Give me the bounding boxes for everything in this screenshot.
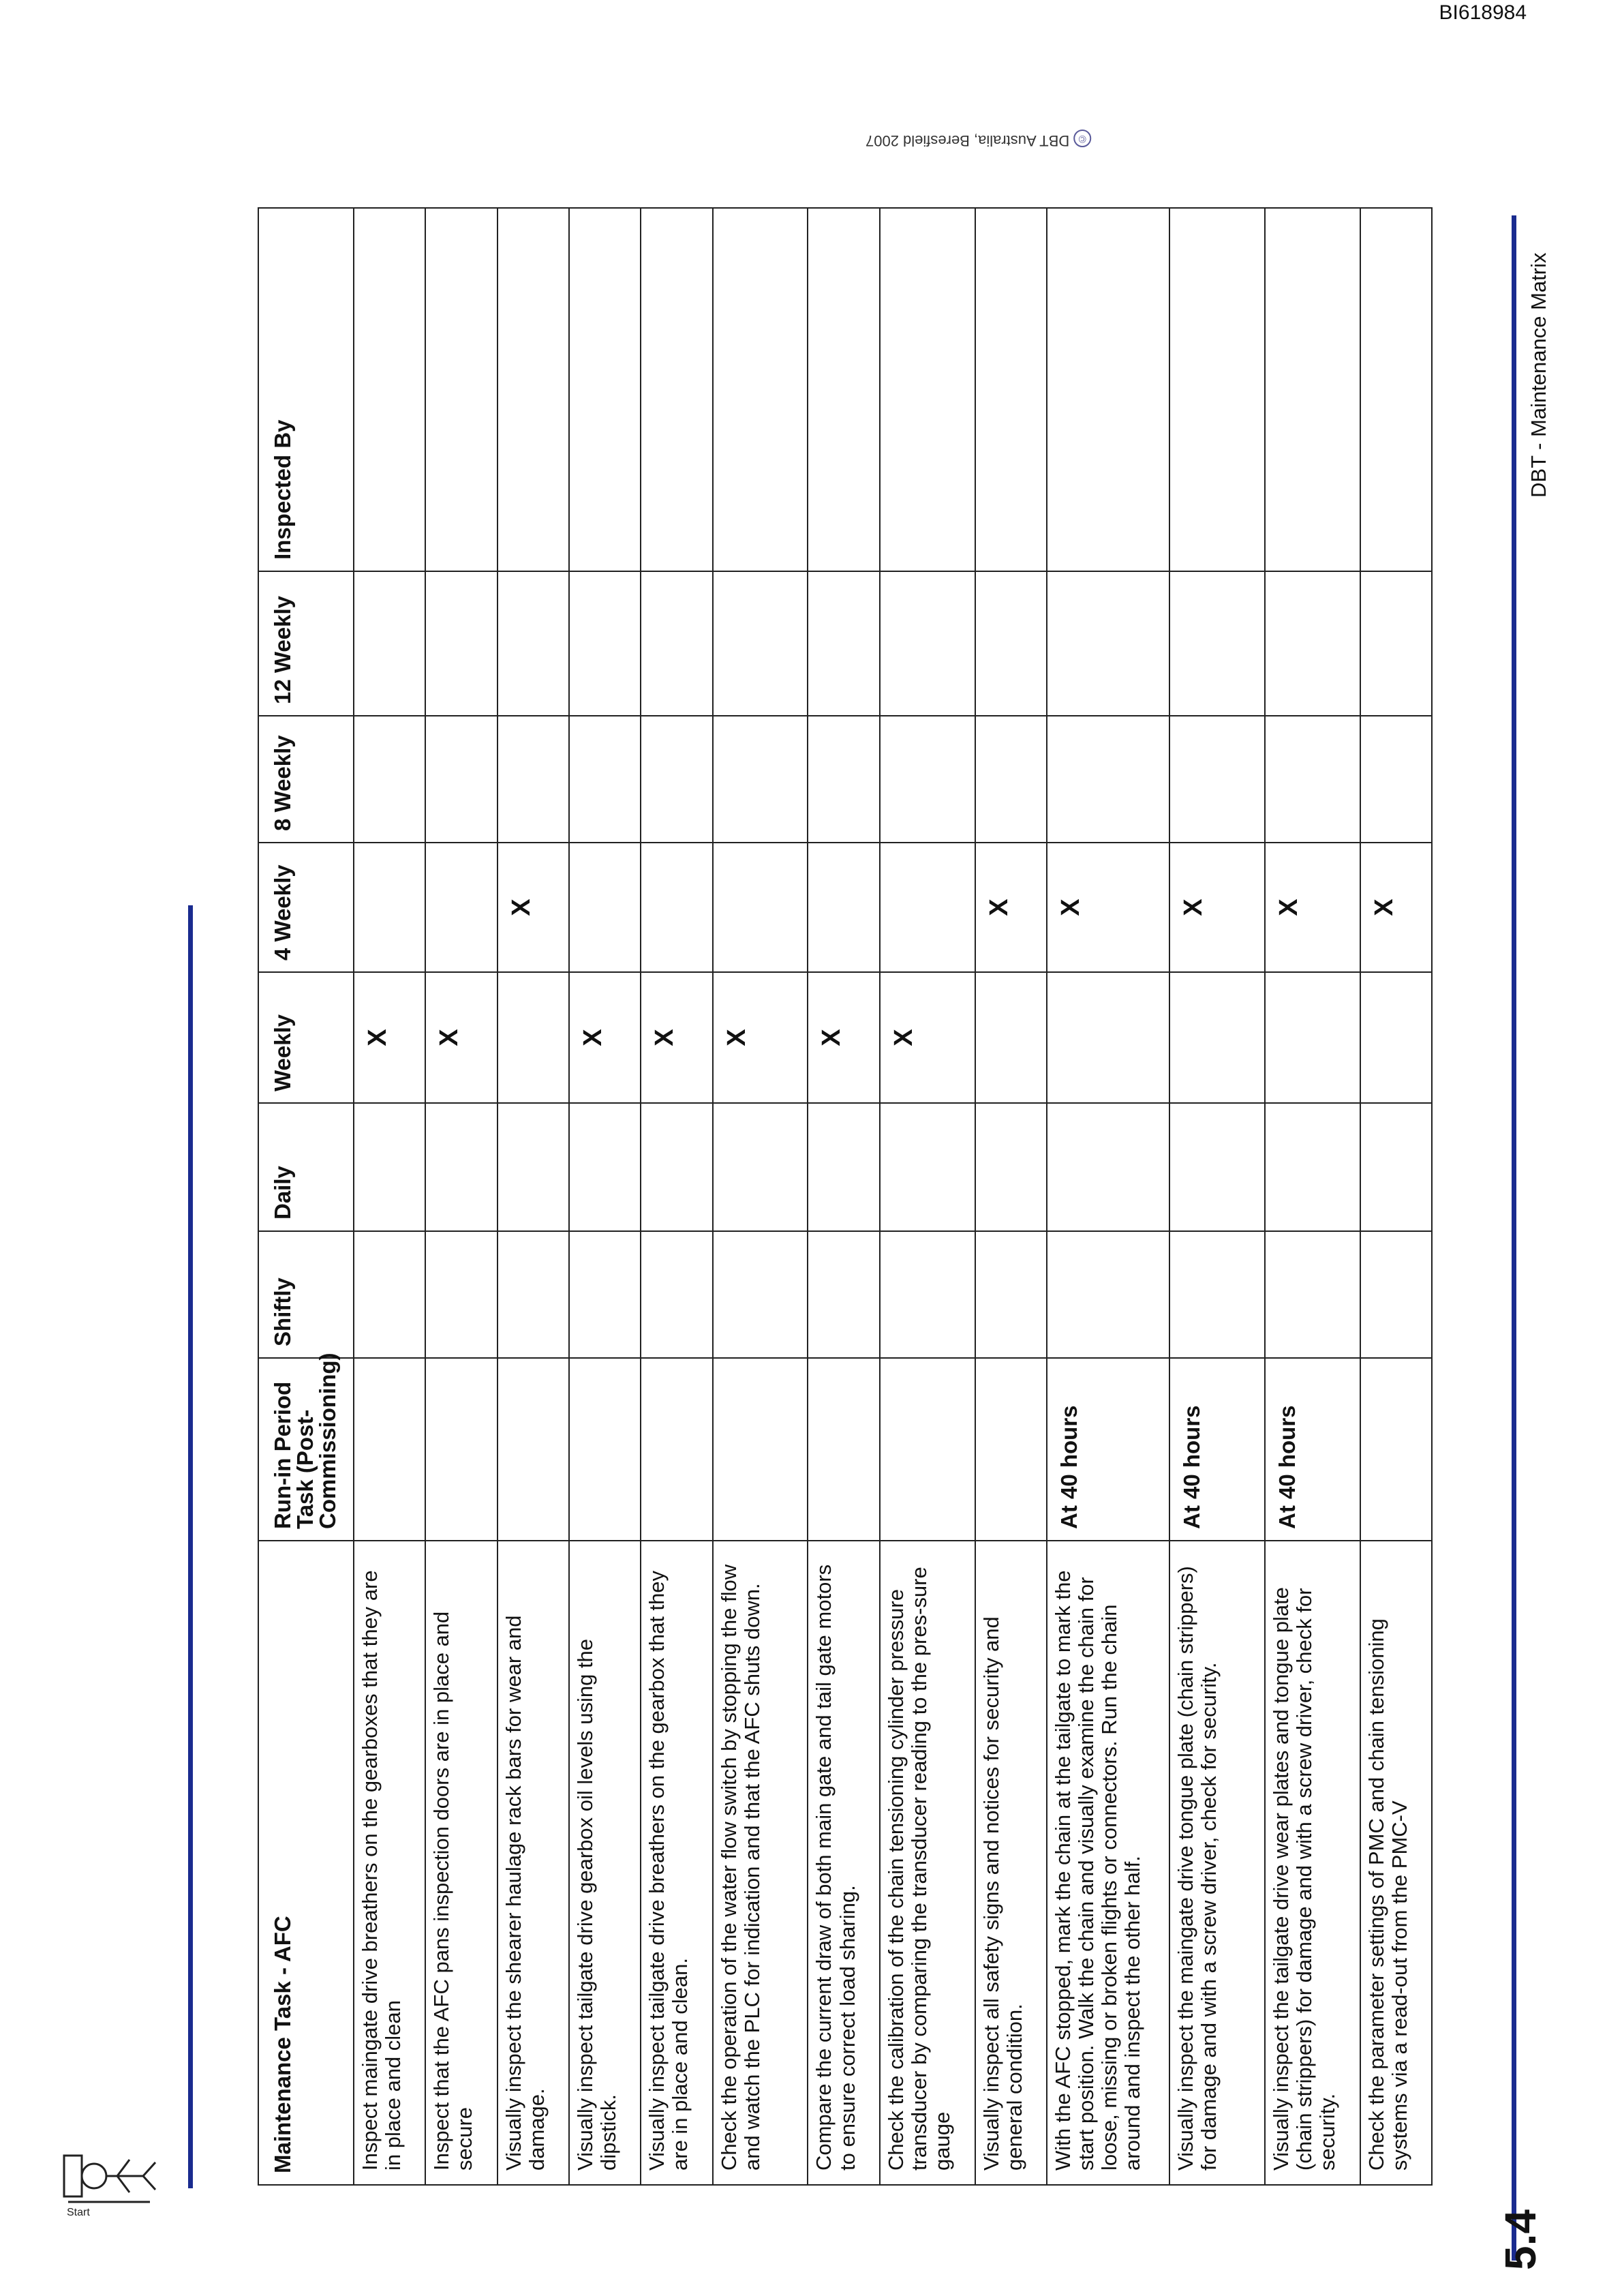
footer-title: DBT - Maintenance Matrix: [1527, 252, 1550, 498]
weekly8-cell: [808, 716, 879, 843]
svg-text:Start: Start: [67, 2207, 90, 2218]
runin-cell: At 40 hours: [1169, 1358, 1265, 1541]
table-row: [1047, 208, 1169, 2185]
weekly12-cell: [354, 571, 425, 716]
shiftly-cell: [641, 1231, 712, 1358]
weekly4-cell: X: [498, 843, 569, 972]
table-row: [641, 208, 712, 2185]
weekly12-cell: [569, 571, 641, 716]
daily-cell: [1265, 1103, 1360, 1231]
daily-cell: [1360, 1103, 1432, 1231]
table-row: [1360, 208, 1432, 2185]
maintenance-matrix: [258, 209, 1433, 2186]
weekly8-cell: [498, 716, 569, 843]
task-cell: Visually inspect the tailgate drive wear plates and tongue plate (chain strippers) for damage and with a screw driver, check for security.: [1265, 1541, 1360, 2185]
weekly8-cell: [1360, 716, 1432, 843]
weekly4-cell: X: [975, 843, 1047, 972]
shiftly-cell: [1265, 1231, 1360, 1358]
inspected-by-cell: [808, 208, 879, 571]
table-body: [354, 208, 1432, 2185]
copyright-notice: [866, 130, 1091, 149]
weekly-cell: [1047, 972, 1169, 1103]
task-cell: Visually inspect tailgate drive gearbox oil levels using the dipstick.: [569, 1541, 641, 2185]
daily-cell: [880, 1103, 975, 1231]
shiftly-cell: [569, 1231, 641, 1358]
runin-cell: [354, 1358, 425, 1541]
header-12-weekly: 12 Weekly: [258, 571, 354, 716]
section-number: 5.4: [1496, 2209, 1545, 2270]
weekly8-cell: [425, 716, 497, 843]
weekly-cell: [498, 972, 569, 1103]
runin-cell: At 40 hours: [1047, 1358, 1169, 1541]
task-cell: Inspect that the AFC pans inspection doors are in place and secure: [425, 1541, 497, 2185]
shiftly-cell: [1047, 1231, 1169, 1358]
runin-cell: [641, 1358, 712, 1541]
inspected-by-cell: [880, 208, 975, 571]
shiftly-cell: [425, 1231, 497, 1358]
weekly-cell: X: [354, 972, 425, 1103]
weekly8-cell: [975, 716, 1047, 843]
shiftly-cell: [713, 1231, 808, 1358]
table-row: [1169, 208, 1265, 2185]
weekly-cell: X: [880, 972, 975, 1103]
table-row: [569, 208, 641, 2185]
weekly8-cell: [641, 716, 712, 843]
header-4-weekly: 4 Weekly: [258, 843, 354, 972]
header-task: Maintenance Task - AFC: [258, 1541, 354, 2185]
weekly8-cell: [1047, 716, 1169, 843]
shiftly-cell: [1169, 1231, 1265, 1358]
weekly-cell: [1265, 972, 1360, 1103]
weekly4-cell: [880, 843, 975, 972]
runin-cell: [425, 1358, 497, 1541]
table-row: [975, 208, 1047, 2185]
weekly8-cell: [713, 716, 808, 843]
weekly12-cell: [880, 571, 975, 716]
task-cell: Check the calibration of the chain tensioning cylinder pressure transducer by comparing the transducer reading to the pres-sure gauge: [880, 1541, 975, 2185]
daily-cell: [498, 1103, 569, 1231]
task-cell: Visually inspect all safety signs and notices for security and general condition.: [975, 1541, 1047, 2185]
inspected-by-cell: [1169, 208, 1265, 571]
shiftly-cell: [1360, 1231, 1432, 1358]
header-daily: Daily: [258, 1103, 354, 1231]
inspected-by-cell: [569, 208, 641, 571]
weekly4-cell: X: [1265, 843, 1360, 972]
copyright-icon: ©: [1073, 130, 1091, 147]
runin-cell: At 40 hours: [1265, 1358, 1360, 1541]
runin-cell: [1360, 1358, 1432, 1541]
task-cell: Compare the current draw of both main gate and tail gate motors to ensure correct load sharing.: [808, 1541, 879, 2185]
weekly4-cell: X: [1169, 843, 1265, 972]
header-runin: Run-in Period Task (Post-Commissioning): [258, 1358, 354, 1541]
table-row: [713, 208, 808, 2185]
inspected-by-cell: [425, 208, 497, 571]
header-8-weekly: 8 Weekly: [258, 716, 354, 843]
weekly12-cell: [713, 571, 808, 716]
maintenance-table: [258, 207, 1433, 2186]
weekly-cell: [1169, 972, 1265, 1103]
table-row: [1265, 208, 1360, 2185]
document-id: BI618984: [1439, 1, 1527, 24]
runin-cell: [713, 1358, 808, 1541]
runin-cell: [498, 1358, 569, 1541]
table-row: [880, 208, 975, 2185]
daily-cell: [641, 1103, 712, 1231]
table-row: [425, 208, 497, 2185]
daily-cell: [713, 1103, 808, 1231]
task-cell: Check the parameter settings of PMC and chain tensioning systems via a read-out from the PMC-V: [1360, 1541, 1432, 2185]
weekly4-cell: [808, 843, 879, 972]
daily-cell: [569, 1103, 641, 1231]
header-accent-rule: [188, 905, 193, 2188]
task-cell: With the AFC stopped, mark the chain at the tailgate to mark the start position. Walk the chain and visually examine the chain for loose, missing or broken flights or connectors. Run the chain around and inspect the other half.: [1047, 1541, 1169, 2185]
daily-cell: [1047, 1103, 1169, 1231]
daily-cell: [354, 1103, 425, 1231]
footer-accent-rule: [1512, 215, 1516, 2261]
weekly4-cell: [425, 843, 497, 972]
table-row: [808, 208, 879, 2185]
inspected-by-cell: [354, 208, 425, 571]
inspected-by-cell: [1360, 208, 1432, 571]
weekly-cell: X: [641, 972, 712, 1103]
weekly12-cell: [1360, 571, 1432, 716]
header-shiftly: Shiftly: [258, 1231, 354, 1358]
daily-cell: [975, 1103, 1047, 1231]
copyright-text: DBT Australia, Beresfield 2007: [866, 132, 1070, 149]
runin-cell: [975, 1358, 1047, 1541]
shiftly-cell: [498, 1231, 569, 1358]
weekly12-cell: [641, 571, 712, 716]
inspected-by-cell: [1265, 208, 1360, 571]
header-inspected-by: Inspected By: [258, 208, 354, 571]
runin-cell: [808, 1358, 879, 1541]
weekly4-cell: X: [1360, 843, 1432, 972]
inspected-by-cell: [498, 208, 569, 571]
weekly4-cell: [641, 843, 712, 972]
weekly12-cell: [1047, 571, 1169, 716]
weekly12-cell: [975, 571, 1047, 716]
weekly4-cell: X: [1047, 843, 1169, 972]
weekly-cell: X: [713, 972, 808, 1103]
task-cell: Visually inspect the maingate drive tongue plate (chain strippers) for damage and with a screw driver, check for security.: [1169, 1541, 1265, 2185]
weekly4-cell: [569, 843, 641, 972]
weekly8-cell: [354, 716, 425, 843]
weekly12-cell: [425, 571, 497, 716]
weekly-cell: [975, 972, 1047, 1103]
daily-cell: [425, 1103, 497, 1231]
shiftly-cell: [880, 1231, 975, 1358]
task-cell: Visually inspect tailgate drive breathers on the gearbox that they are in place and clean.: [641, 1541, 712, 2185]
weekly12-cell: [1169, 571, 1265, 716]
task-cell: Visually inspect the shearer haulage rack bars for wear and damage.: [498, 1541, 569, 2185]
task-cell: Inspect maingate drive breathers on the gearboxes that they are in place and clean: [354, 1541, 425, 2185]
task-cell: Check the operation of the water flow switch by stopping the flow and watch the PLC for indication and that the AFC shuts down.: [713, 1541, 808, 2185]
inspected-by-cell: [713, 208, 808, 571]
weekly8-cell: [1265, 716, 1360, 843]
weekly12-cell: [808, 571, 879, 716]
inspected-by-cell: [641, 208, 712, 571]
daily-cell: [808, 1103, 879, 1231]
table-row: [498, 208, 569, 2185]
weekly8-cell: [880, 716, 975, 843]
shiftly-cell: [975, 1231, 1047, 1358]
header-weekly: Weekly: [258, 972, 354, 1103]
table-row: [354, 208, 425, 2185]
weekly-cell: X: [425, 972, 497, 1103]
header-row: [258, 208, 354, 2185]
weekly8-cell: [1169, 716, 1265, 843]
shiftly-cell: [808, 1231, 879, 1358]
weekly-cell: [1360, 972, 1432, 1103]
weekly4-cell: [354, 843, 425, 972]
weekly8-cell: [569, 716, 641, 843]
weekly12-cell: [498, 571, 569, 716]
weekly-cell: X: [808, 972, 879, 1103]
runin-cell: [880, 1358, 975, 1541]
inspected-by-cell: [975, 208, 1047, 571]
runin-cell: [569, 1358, 641, 1541]
shiftly-cell: [354, 1231, 425, 1358]
inspected-by-cell: [1047, 208, 1169, 571]
weekly12-cell: [1265, 571, 1360, 716]
start-stick-figure-icon: [55, 2147, 164, 2222]
daily-cell: [1169, 1103, 1265, 1231]
weekly-cell: X: [569, 972, 641, 1103]
weekly4-cell: [713, 843, 808, 972]
